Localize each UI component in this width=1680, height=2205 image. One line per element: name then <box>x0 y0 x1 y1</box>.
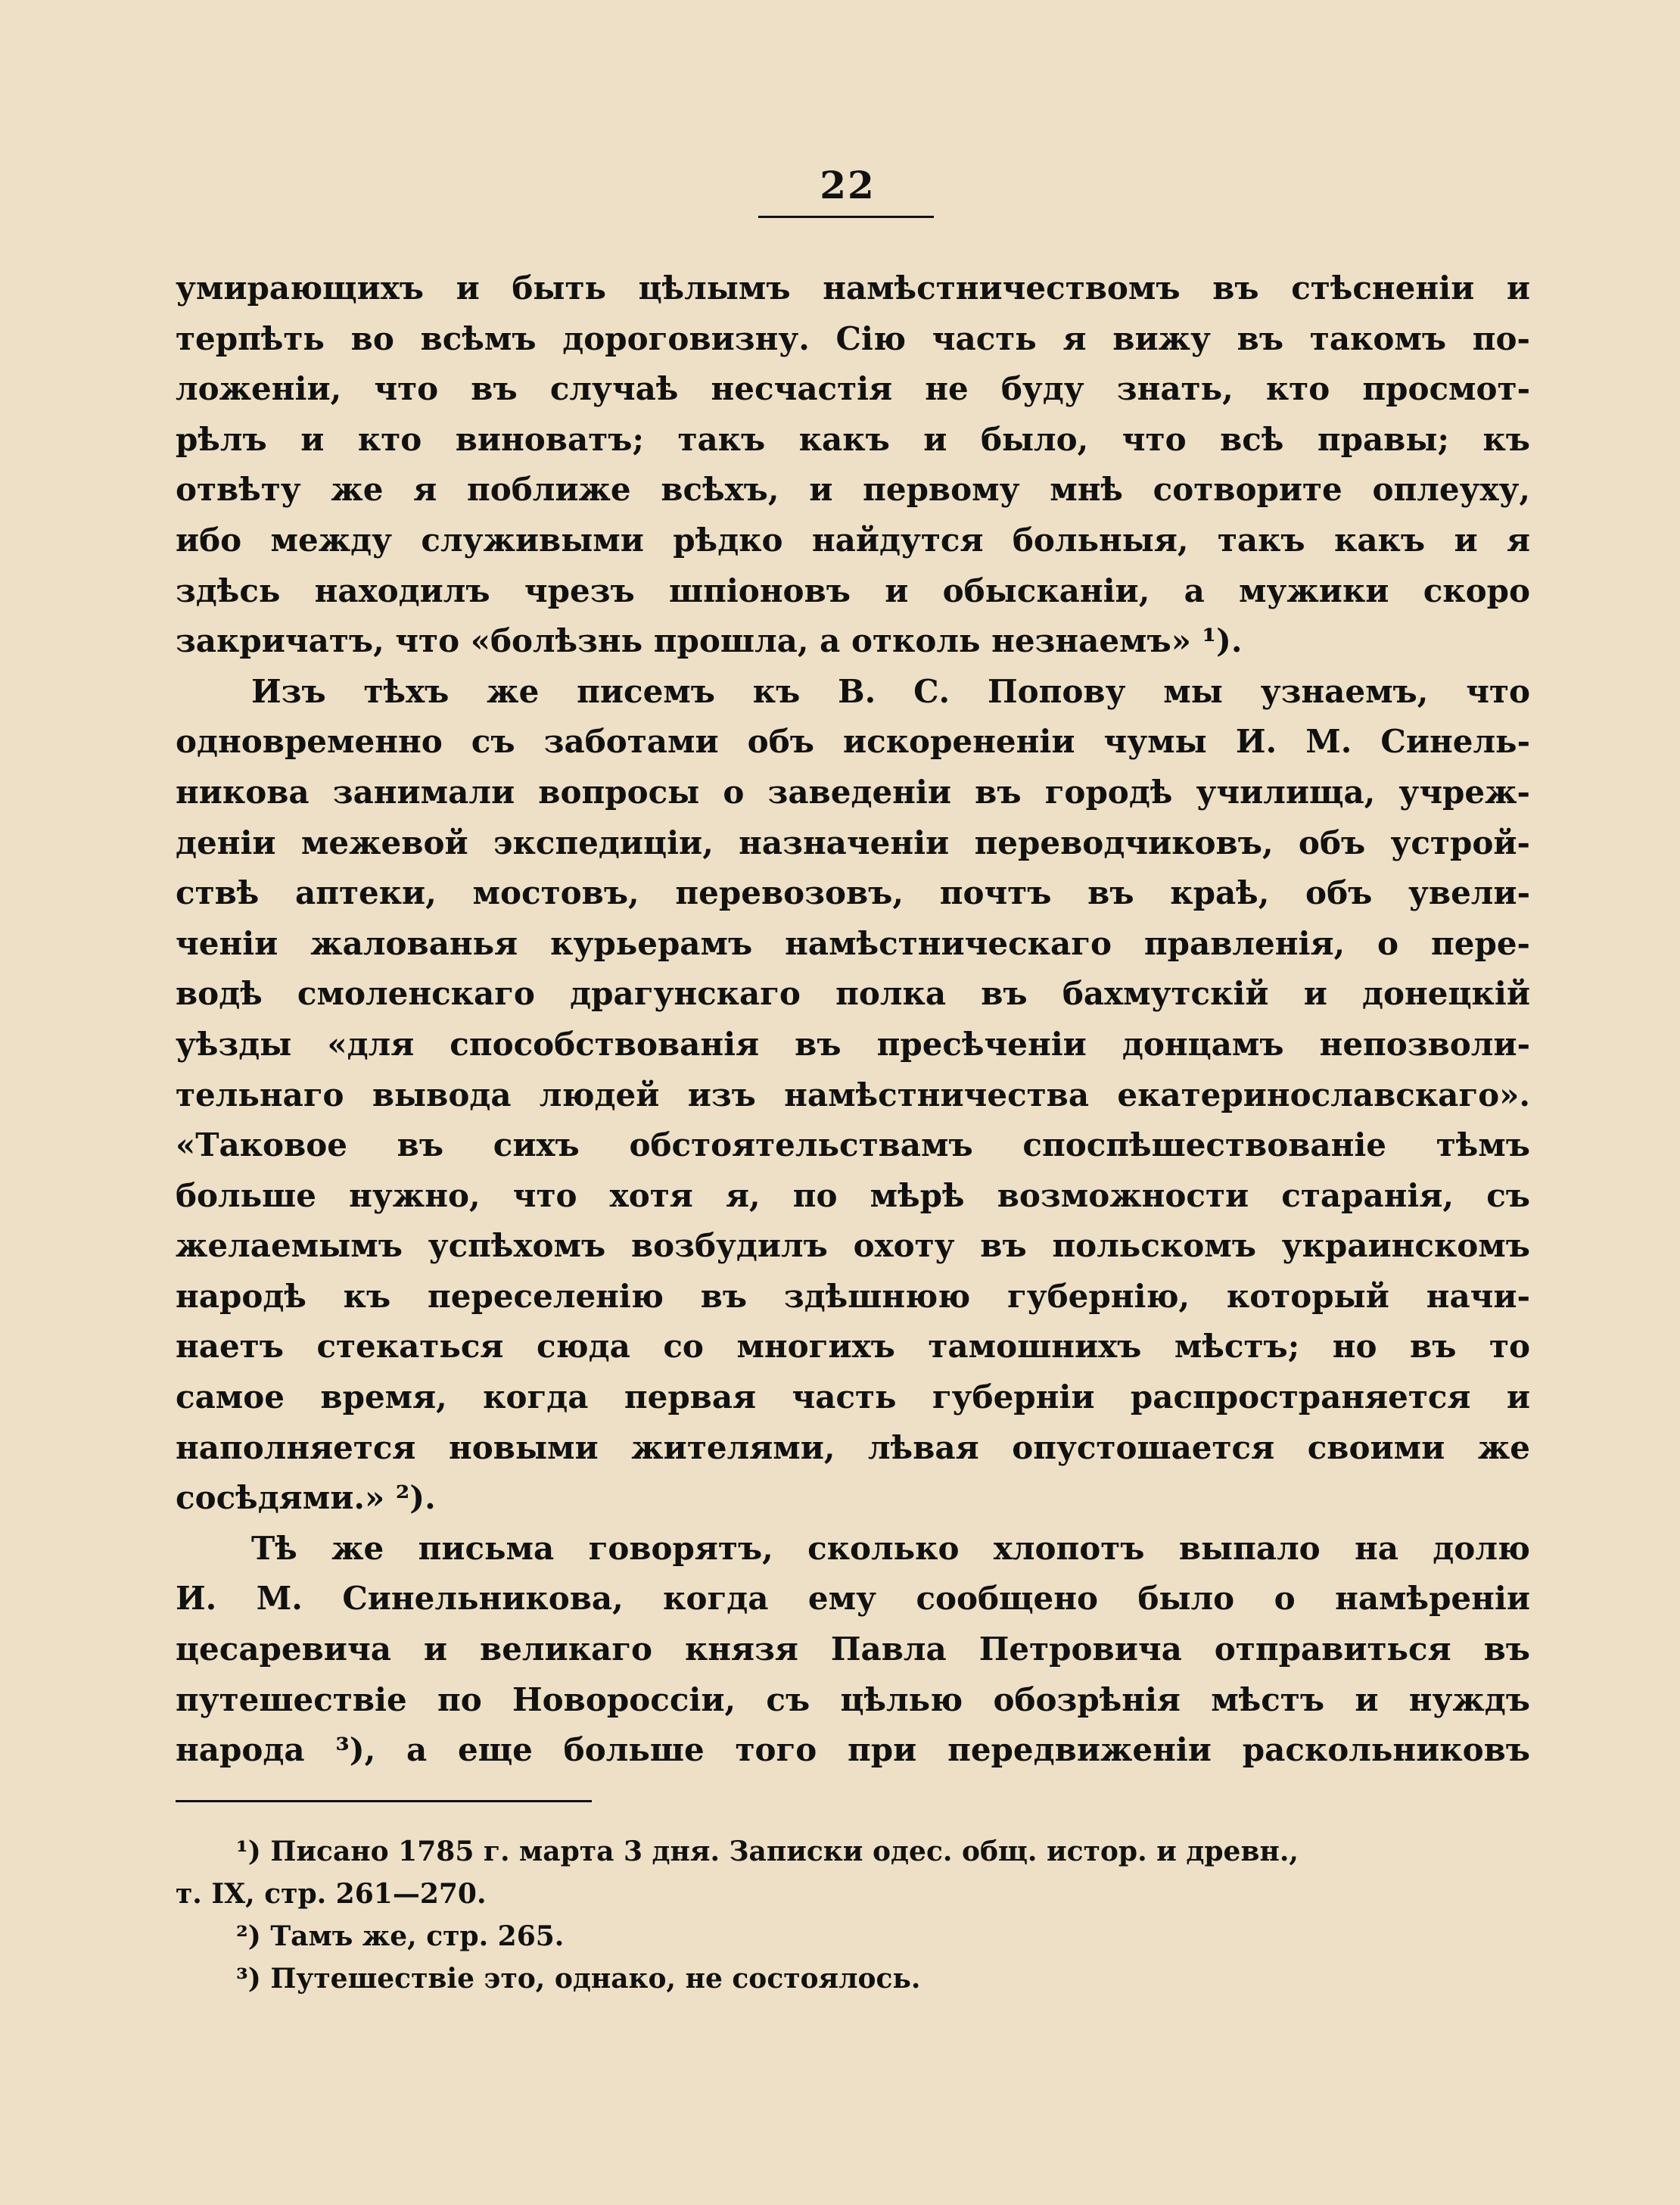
text-line: отвѣту же я поближе всѣхъ, и первому мнѣ сотворите оплеуху, <box>176 471 1530 509</box>
text-line: ибо между служивыми рѣдко найдутся больныя, такъ какъ и я <box>176 521 1530 559</box>
text-line: умирающихъ и быть цѣлымъ намѣстничествомъ въ стѣсненіи и <box>176 269 1530 307</box>
text-line: цесаревича и великаго князя Павла Петровича отправиться въ <box>176 1630 1530 1668</box>
text-line: уѣзды «для способствованія въ пресѣченіи донцамъ непозволи- <box>176 1025 1530 1063</box>
text-line: Изъ тѣхъ же писемъ къ В. С. Попову мы узнаемъ, что <box>251 672 1530 710</box>
text-line: ложеніи, что въ случаѣ несчастія не буду знать, кто просмот- <box>176 370 1530 408</box>
text-line: путешествіе по Новороссіи, съ цѣлью обозрѣнія мѣстъ и нуждъ <box>176 1680 1530 1718</box>
text-line: деніи межевой экспедиціи, назначеніи переводчиковъ, объ устрой- <box>176 824 1530 861</box>
text-line: ченіи жалованья курьерамъ намѣстническаго правленія, о пере- <box>176 924 1530 962</box>
footnote-line: т. IX, стр. 261—270. <box>176 1878 487 1910</box>
text-line: никова занимали вопросы о заведеніи въ городѣ училища, учреж- <box>176 773 1530 811</box>
text-line: терпѣть во всѣмъ дороговизну. Сію часть я вижу въ такомъ по- <box>176 319 1530 357</box>
text-line: наетъ стекаться сюда со многихъ тамошнихъ мѣстъ; но въ то <box>176 1328 1530 1366</box>
text-line: рѣлъ и кто виноватъ; такъ какъ и было, что всѣ правы; къ <box>176 420 1530 458</box>
text-line: закричатъ, что «болѣзнь прошла, а отколь незнаемъ» ¹). <box>176 622 1243 660</box>
paragraph-3 <box>176 1524 1530 1776</box>
paragraph-1 <box>176 263 1530 667</box>
text-line: водѣ смоленскаго драгунскаго полка въ бахмутскій и донецкій <box>176 975 1530 1013</box>
text-line: сосѣдями.» ²). <box>176 1479 436 1517</box>
text-line: народѣ къ переселенію въ здѣшнюю губернію, который начи- <box>176 1277 1530 1315</box>
text-line: тельнаго вывода людей изъ намѣстничества екатеринославскаго». <box>176 1076 1530 1113</box>
header-rule <box>758 216 934 218</box>
text-line: здѣсь находилъ чрезъ шпіоновъ и обысканіи, а мужики скоро <box>176 571 1530 609</box>
footnote-line: ¹) Писано 1785 г. марта 3 дня. Записки одес. общ. истор. и древн., <box>236 1836 1299 1867</box>
text-line: ствѣ аптеки, мостовъ, перевозовъ, почтъ въ краѣ, объ увели- <box>176 874 1530 912</box>
paragraph-2 <box>176 667 1530 1524</box>
footnote-1 <box>176 1830 1530 1915</box>
text-line: наполняется новыми жителями, лѣвая опустошается своими же <box>176 1428 1530 1466</box>
text-line: больше нужно, что хотя я, по мѣрѣ возможности старанія, съ <box>176 1176 1530 1214</box>
footnote-line: ³) Путешествіе это, однако, не состоялось. <box>236 1963 921 1995</box>
text-line: И. М. Синельникова, когда ему сообщено было о намѣреніи <box>176 1580 1530 1618</box>
text-line: народа ³), а еще больше того при передвиженіи раскольниковъ <box>176 1731 1530 1769</box>
footnotes <box>176 1830 1530 2000</box>
text-line: желаемымъ успѣхомъ возбудилъ охоту въ польскомъ украинскомъ <box>176 1227 1530 1265</box>
text-line: «Таковое въ сихъ обстоятельствамъ споспѣшествованіе тѣмъ <box>176 1126 1530 1164</box>
footnote-2 <box>176 1915 1530 1957</box>
main-text <box>176 263 1530 1776</box>
text-line: самое время, когда первая часть губерніи распространяется и <box>176 1378 1530 1416</box>
footnote-rule <box>176 1800 592 1802</box>
page-number: 22 <box>820 163 876 207</box>
footnote-line: ²) Тамъ же, стр. 265. <box>236 1920 565 1952</box>
footnote-3 <box>176 1957 1530 2000</box>
text-line: одновременно съ заботами объ искорененіи чумы И. М. Синель- <box>176 723 1530 761</box>
text-line: Тѣ же письма говорятъ, сколько хлопотъ выпало на долю <box>251 1529 1530 1567</box>
